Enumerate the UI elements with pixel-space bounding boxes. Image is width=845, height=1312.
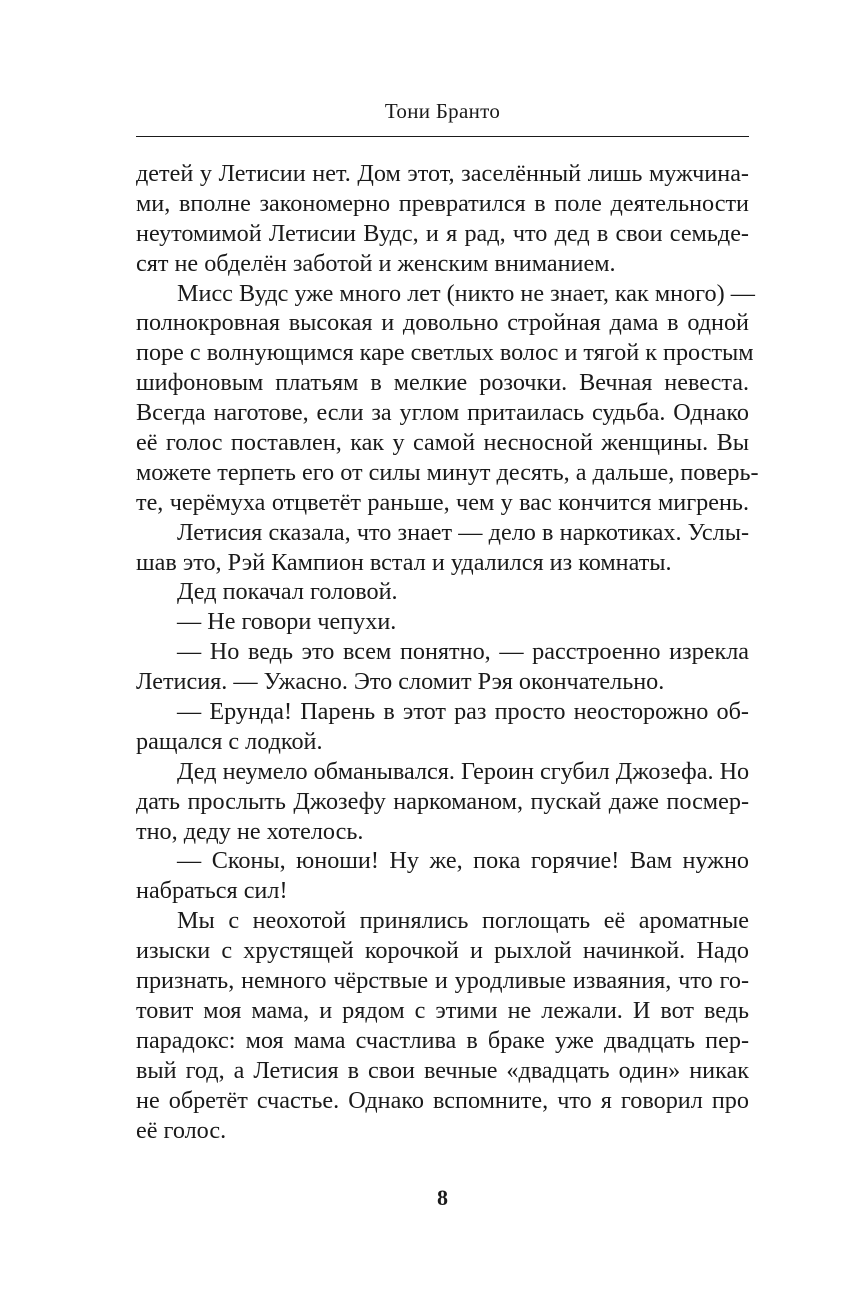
text-line: не обретёт счастье. Однако вспомните, что я говорил про — [136, 1086, 749, 1114]
header-rule — [136, 136, 749, 137]
page-number: 8 — [437, 1185, 448, 1210]
text-line: Летисия сказала, что знает — дело в наркотиках. Услы- — [177, 518, 749, 546]
text-line: — Ерунда! Парень в этот раз просто неосторожно об- — [177, 698, 749, 726]
text-line: — Сконы, юноши! Ну же, пока горячие! Вам нужно — [177, 847, 749, 875]
text-line: Мисс Вудс уже много лет (никто не знает, как много) — — [177, 279, 755, 307]
text-line: вый год, а Летисия в свои вечные «двадцать один» никак — [136, 1056, 749, 1084]
text-line: — Но ведь это всем понятно, — расстроенно изрекла — [177, 638, 749, 666]
text-line: изыски с хрустящей корочкой и рыхлой начинкой. Надо — [136, 937, 749, 965]
text-line: дать прослыть Джозефу наркоманом, пускай даже посмер- — [136, 787, 749, 815]
text-line: Дед неумело обманывался. Героин сгубил Джозефа. Но — [177, 757, 750, 785]
text-line: шав это, Рэй Кампион встал и удалился из комнаты. — [136, 548, 672, 576]
text-line: Летисия. — Ужасно. Это сломит Рэя окончательно. — [136, 668, 665, 696]
text-line: её голос. — [136, 1116, 227, 1144]
text-line: её голос поставлен, как у самой несносной женщины. Вы — [136, 429, 749, 457]
text-line: тно, деду не хотелось. — [136, 817, 364, 845]
running-head: Тони Бранто — [384, 99, 501, 123]
text-line: Всегда наготове, если за углом притаилась судьба. Однако — [136, 399, 749, 427]
text-line: — Не говори чепухи. — [177, 608, 397, 636]
text-line: признать, немного чёрствые и уродливые изваяния, что го- — [136, 967, 749, 995]
text-line: ращался с лодкой. — [136, 727, 323, 755]
text-line: полнокровная высокая и довольно стройная дама в одной — [136, 309, 749, 337]
text-line: поре с волнующимся каре светлых волос и тягой к простым — [136, 339, 754, 367]
body-text — [136, 159, 759, 1145]
text-line: сят не обделён заботой и женским вниманием. — [136, 249, 616, 277]
text-line: те, черёмуха отцветёт раньше, чем у вас кончится мигрень. — [136, 488, 749, 516]
text-line: товит моя мама, и рядом с этими не лежали. И вот ведь — [136, 996, 749, 1024]
text-line: набраться сил! — [136, 877, 288, 905]
text-line: парадокс: моя мама счастлива в браке уже двадцать пер- — [136, 1026, 749, 1054]
text-line: ми, вполне закономерно превратился в поле деятельности — [136, 189, 749, 217]
text-line: детей у Летисии нет. Дом этот, заселённый лишь мужчина- — [136, 160, 749, 187]
text-line: Мы с неохотой принялись поглощать её ароматные — [177, 907, 749, 935]
text-line: Дед покачал головой. — [177, 578, 398, 606]
text-line: можете терпеть его от силы минут десять, а дальше, поверь- — [136, 458, 759, 486]
text-line: шифоновым платьям в мелкие розочки. Вечная невеста. — [136, 369, 749, 397]
text-line: неутомимой Летисии Вудс, и я рад, что дед в свои семьде- — [136, 219, 749, 247]
